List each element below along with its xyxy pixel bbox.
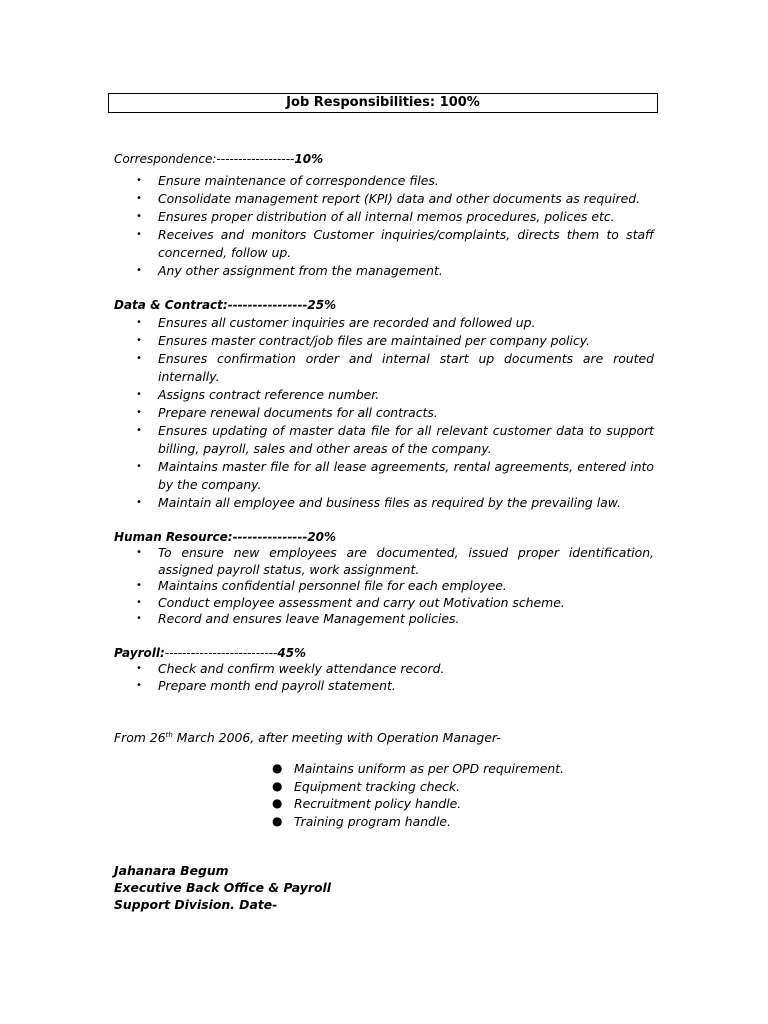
list-item: • Prepare month end payroll statement. [136, 677, 396, 693]
section-heading-correspondence: Correspondence:------------------10% [114, 152, 324, 166]
list-item: • Ensures all customer inquiries are recorded and followed up. [136, 315, 536, 330]
list-item: ● Maintains uniform as per OPD requirement. [272, 761, 565, 776]
list-item: • Ensures updating of master data file for all relevant customer data to support billing, payroll, sales and other areas of the company. [136, 423, 654, 456]
list-item: ● Equipment tracking check. [272, 778, 461, 794]
data-contract-list [132, 314, 654, 512]
list-item: • Ensures master contract/job files are maintained per company policy. [136, 333, 591, 348]
page-title: Job Responsibilities: 100% [108, 93, 658, 113]
section-heading-payroll: Payroll:--------------------------45% [114, 646, 307, 660]
list-item: • To ensure new employees are documented, issued proper identification, assigned payroll status, work assignment. [136, 545, 654, 577]
list-item: • Conduct employee assessment and carry out Motivation scheme. [136, 594, 565, 610]
update-note: From 26th March 2006, after meeting with Operation Manager- [114, 730, 501, 745]
payroll-list [132, 661, 654, 694]
list-item: • Consolidate management report (KPI) data and other documents as required. [136, 191, 641, 206]
list-item: • Receives and monitors Customer inquiries/complaints, directs them to staff concerned, follow up. [136, 227, 654, 260]
list-item: • Record and ensures leave Management policies. [136, 611, 460, 626]
signatory-position: Executive Back Office & Payroll [114, 880, 331, 895]
human-resource-list [132, 545, 654, 628]
list-item: • Ensure maintenance of correspondence files. [136, 173, 439, 188]
list-item: • Assigns contract reference number. [136, 387, 380, 402]
list-item: ● Recruitment policy handle. [272, 796, 462, 811]
signatory-division: Support Division. Date- [114, 897, 278, 912]
list-item: • Any other assignment from the management. [136, 263, 443, 278]
list-item: • Ensures confirmation order and internal start up documents are routed internally. [136, 351, 654, 384]
list-item: • Check and confirm weekly attendance record. [136, 661, 445, 676]
list-item: • Ensures proper distribution of all internal memos procedures, polices etc. [136, 209, 615, 224]
additional-responsibilities-list [270, 760, 670, 830]
list-item: ● Training program handle. [272, 813, 451, 829]
signatory-name: Jahanara Begum [114, 863, 229, 878]
list-item: • Prepare renewal documents for all contracts. [136, 405, 438, 420]
correspondence-list [132, 172, 654, 280]
section-heading-data-contract: Data & Contract:----------------25% [114, 298, 337, 312]
list-item: • Maintains confidential personnel file for each employee. [136, 578, 507, 593]
list-item: • Maintain all employee and business files as required by the prevailing law. [136, 495, 622, 510]
list-item: • Maintains master file for all lease agreements, rental agreements, entered into by the company. [136, 459, 654, 492]
section-heading-human-resource: Human Resource:---------------20% [114, 530, 337, 544]
